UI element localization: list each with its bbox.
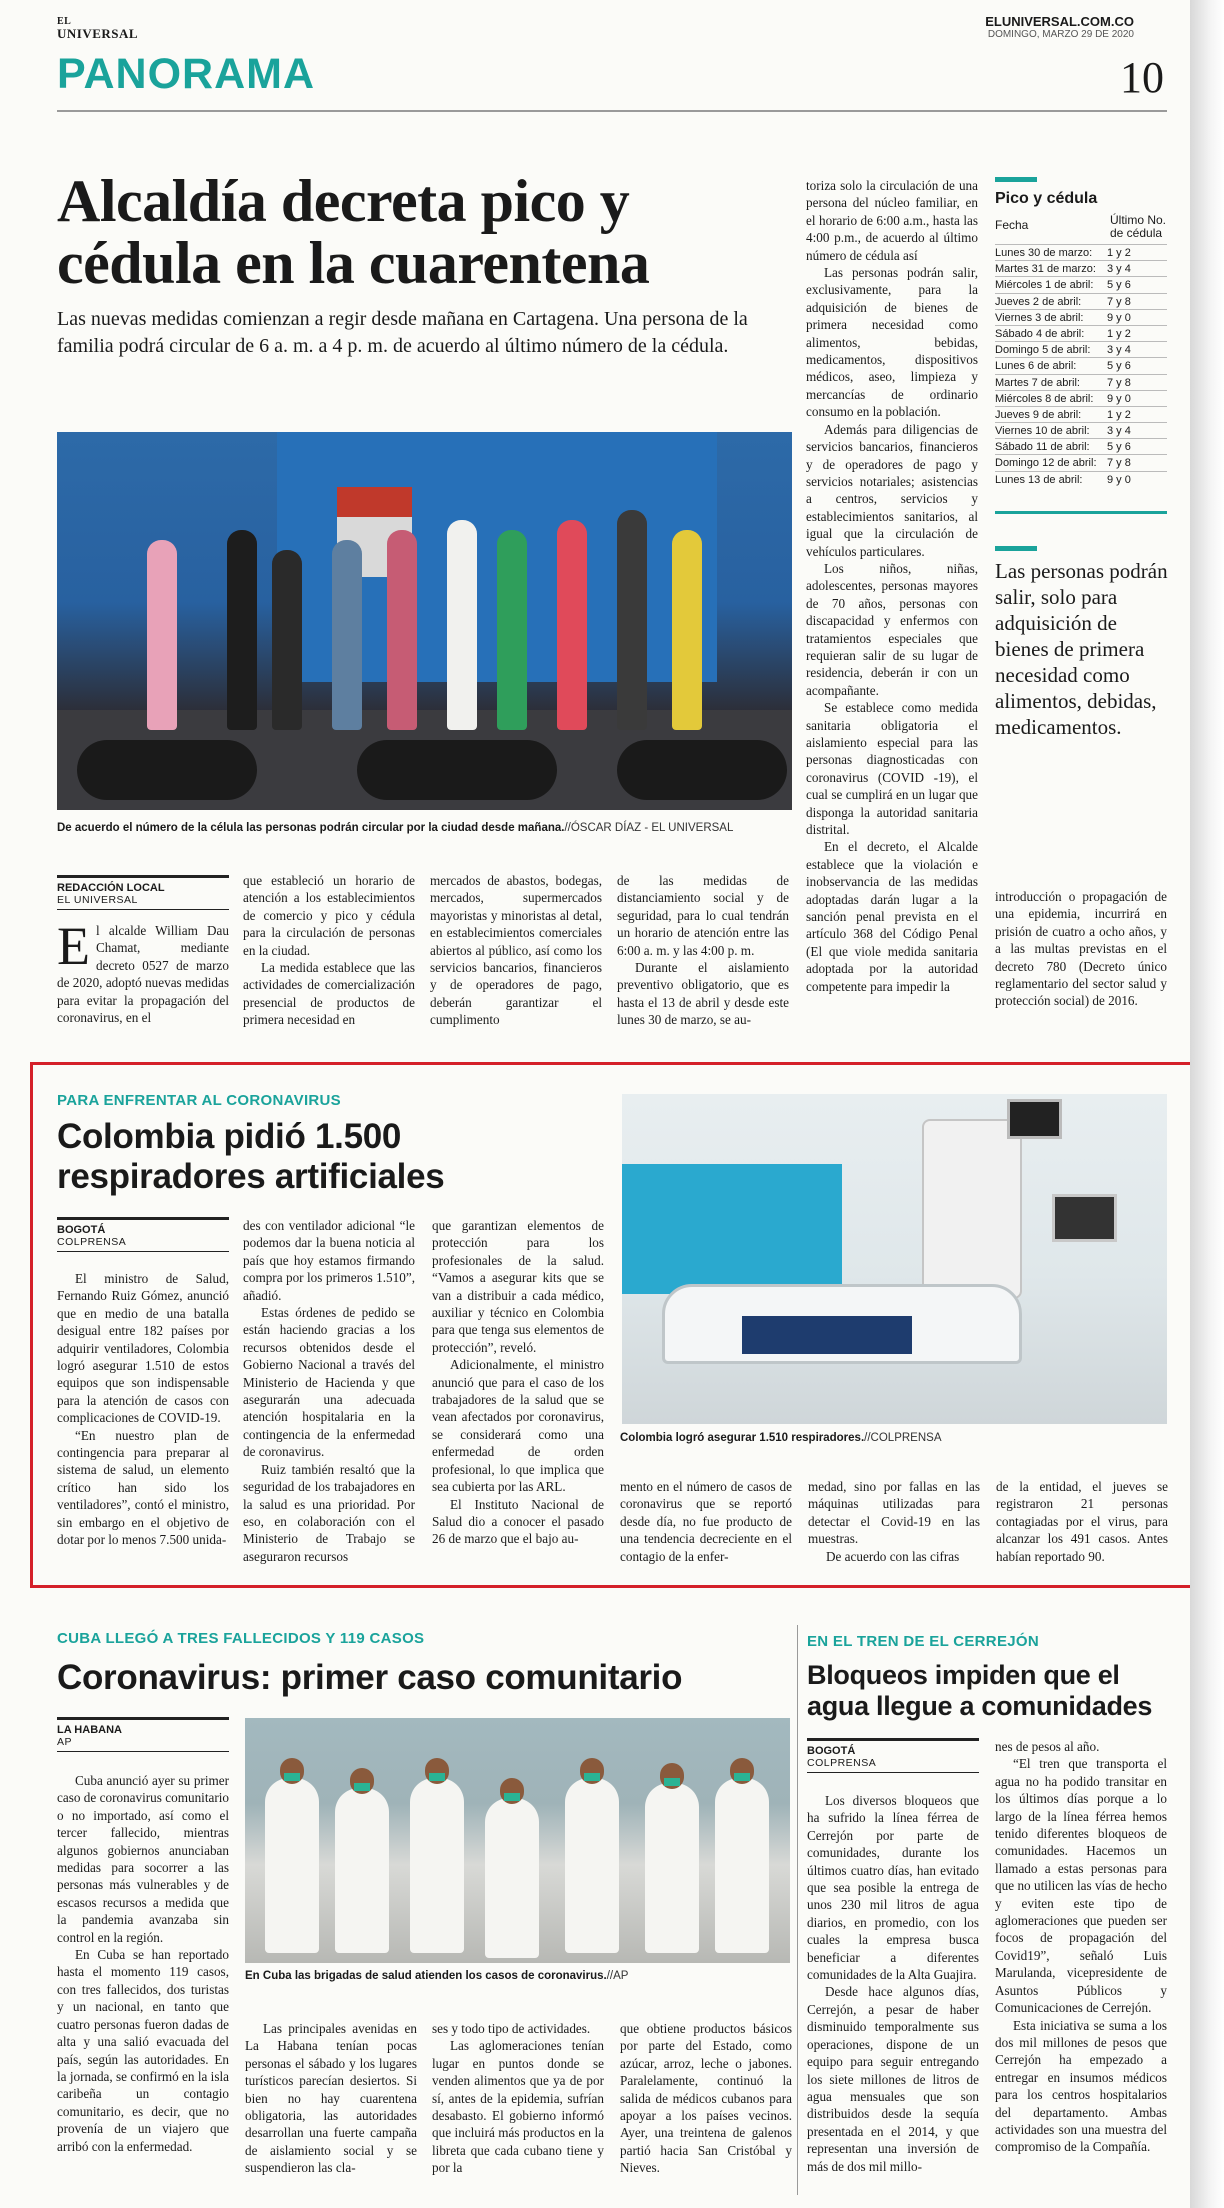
schedule-date: Lunes 30 de marzo: — [995, 247, 1093, 259]
schedule-row — [995, 244, 1167, 260]
photo-credit: //COLPRENSA — [864, 1432, 942, 1444]
paragraph: Las aglomeraciones tenían lugar en puntos donde se venden alimentos que ya de por sí, antes de la epidemia, sufrían desabasto. El gobierno informó que incluirá más productos en la libreta que cada cubano tiene y por la — [432, 2038, 604, 2176]
lead-col-1-text: l alcalde William Dau Chamat, mediante decreto 0527 de marzo de 2020, adoptó nuevas medidas para evitar la propagación del coronavirus, en el — [57, 923, 229, 1026]
schedule-date: Miércoles 1 de abril: — [995, 279, 1094, 292]
paragraph: Las principales avenidas en La Habana tenían pocas personas el sábado y los lugares turísticos parecían desiertos. Si bien no hay cuarentena obligatoria, las autoridades desarrollan una fuerte campaña de aislamiento social y se suspendieron las cla- — [245, 2021, 417, 2176]
schedule-digits: 9 y 0 — [1107, 473, 1131, 486]
cuba-col-2 — [245, 2020, 417, 2177]
header-rule — [57, 110, 1167, 112]
pull-quote: Las personas podrán salir, solo para adquisición de bienes de primera necesidad como alimentos, debidas, medicamentos. — [995, 559, 1168, 739]
lead-photo-caption — [57, 821, 792, 835]
box-col-3 — [432, 1217, 604, 1548]
schedule-date: Jueves 2 de abril: — [995, 295, 1082, 308]
schedule-digits: 3 y 4 — [1107, 344, 1131, 357]
logo-line-1: EL — [57, 16, 72, 27]
site-url[interactable]: ELUNIVERSAL.COM.CO — [985, 14, 1134, 29]
schedule-date: Martes 31 de marzo: — [995, 263, 1096, 276]
caption-text: De acuerdo el número de la célula las personas podrán circular por la ciudad desde mañana. — [57, 822, 565, 834]
schedule-date: Miércoles 8 de abril: — [995, 392, 1094, 405]
paragraph: de las medidas de distanciamiento social y de seguridad, para lo cual tendrán un horario de atención entre las 6:00 a. m. y las 4:00 p. m. — [617, 873, 789, 958]
box-byline — [57, 1217, 229, 1252]
paragraph: En el decreto, el Alcalde establece que la violación e inobservancia de las medidas adoptadas darán lugar a la sanción penal prevista en el artículo 368 del Código Penal (El que viole medida sanitaria adoptada por la autoridad competente para impedir la — [806, 839, 978, 994]
cuba-photo-caption — [245, 1969, 790, 1983]
paragraph: mento en el número de casos de coronavirus que se reportó desde día, no fue producto de una tendencia decreciente en el contagio de la enfer- — [620, 1479, 792, 1564]
box-headline: Colombia pidió 1.500 respiradores artificiales — [57, 1117, 445, 1196]
schedule-date: Viernes 3 de abril: — [995, 311, 1084, 324]
paragraph: Estas órdenes de pedido se están haciendo gracias a los recursos obtenidos desde el Gobierno Nacional a través del Ministerio de Hacienda y que asegurarán una adecuada atención hospitalaria en la contingencia de la enfermedad de coronavirus. — [243, 1305, 415, 1460]
cerrejon-col-1 — [807, 1792, 979, 2175]
schedule-date: Sábado 4 de abril: — [995, 327, 1085, 340]
schedule-digits: 9 y 0 — [1107, 392, 1131, 405]
byline-outlet: COLPRENSA — [807, 1757, 979, 1773]
cuba-col-4 — [620, 2020, 792, 2177]
schedule-row — [995, 309, 1167, 325]
cerrejon-byline — [807, 1738, 979, 1773]
page-number: 10 — [1120, 53, 1164, 102]
caption-text: En Cuba las brigadas de salud atienden los casos de coronavirus. — [245, 1970, 607, 1982]
schedule-row — [995, 357, 1167, 373]
byline-author: BOGOTÁ — [57, 1217, 229, 1236]
schedule-digits: 7 y 8 — [1107, 376, 1131, 389]
lead-col-5 — [806, 177, 978, 995]
lead-photo — [57, 432, 792, 810]
quote-accent — [995, 546, 1037, 551]
paragraph: ses y todo tipo de actividades. — [432, 2021, 591, 2036]
schedule-row — [995, 390, 1167, 406]
box-col-6 — [996, 1478, 1168, 1565]
cerrejon-kicker: EN EL TREN DE EL CERREJÓN — [807, 1633, 1039, 1650]
box-col-5 — [808, 1478, 980, 1565]
schedule-row — [995, 276, 1167, 292]
lead-col-1 — [57, 916, 229, 1026]
paragraph: “En nuestro plan de contingencia para preparar al sistema de salud, un elemento crítico han sido los ventiladores”, contó el ministro, sin embargo en el objetivo de dotar por lo menos 7.500 unida- — [57, 1427, 229, 1548]
paragraph: que obtiene productos básicos por parte del Estado, como azúcar, arroz, leche o jabones. Paralelamente, continuó la salida de médicos cubanos para apoyar a los países vecinos. Ayer, una treintena de galenos partió hacia San Cristóbal y Nieves. — [620, 2021, 792, 2176]
schedule-digits: 1 y 2 — [1107, 408, 1131, 421]
cuba-doctors-photo — [245, 1718, 790, 1963]
paragraph: Esta iniciativa se suma a los dos mil millones de pesos que Cerrejón ha empezado a entregar en insumos médicos para los centros hospitalarios del departamento. Ambas actividades son una muestra del compromiso de la Compañía. — [995, 2017, 1167, 2155]
byline-author: LA HABANA — [57, 1717, 229, 1736]
schedule-digits: 7 y 8 — [1107, 295, 1131, 308]
box-kicker: PARA ENFRENTAR AL CORONAVIRUS — [57, 1092, 341, 1109]
schedule-row — [995, 406, 1167, 422]
sidebar-accent — [995, 177, 1037, 182]
edition-date: DOMINGO, MARZO 29 DE 2020 — [987, 29, 1134, 40]
lead-col-4 — [617, 872, 789, 1029]
lead-col-3 — [430, 872, 602, 1029]
paragraph: El Instituto Nacional de Salud dio a conocer el pasado 26 de marzo que el bajo au- — [432, 1496, 604, 1547]
box-col-4 — [620, 1478, 792, 1565]
byline-author: REDACCIÓN LOCAL — [57, 875, 229, 894]
schedule-row — [995, 293, 1167, 309]
paragraph: Desde hace algunos días, Cerrejón, a pesar de haber disminuido temporalmente sus operaciones, dispone de un equipo para seguir entregando los siete millones de litros de agua mensuales que son distribuidos desde la sequía presentada en el 2014, y que representan una inversión de más de dos mil millo- — [807, 1984, 979, 2174]
byline-outlet: AP — [57, 1736, 229, 1752]
paragraph: de la entidad, el jueves se registraron 21 personas contagiadas por el virus, para alcanzar los 491 casos. Antes habían reportado 90. — [996, 1479, 1168, 1564]
schedule-row — [995, 438, 1167, 454]
box-col-2 — [243, 1217, 415, 1565]
sidebar-title: Pico y cédula — [995, 190, 1098, 207]
paragraph: “El tren que transporta el agua no ha podido transitar en los últimos días porque a lo largo de la línea férrea hemos tenido diferentes bloqueos de comunidades. Hacemos un llamado a estas personas para que no utilicen las vías de hecho y eviten este tipo de aglomeraciones que pueden ser focos de propagación del Covid19”, señaló Luis Marulanda, vicepresidente de Asuntos Públicos y Comunicaciones de Cerrejón. — [995, 1756, 1167, 2016]
schedule-table — [995, 244, 1167, 487]
paragraph: Cuba anunció ayer su primer caso de coronavirus comunitario o no importado, así como el tercer fallecido, mientras algunos gobiernos anunciaban medidas para socorrer a las personas más vulnerables y de escasos recursos a medida que la pandemia avanzaba sin control en la región. — [57, 1773, 229, 1945]
schedule-row — [995, 471, 1167, 487]
cuba-byline — [57, 1717, 229, 1752]
paragraph: La medida establece que las actividades de comercialización presencial de productos de primera necesidad en — [243, 960, 415, 1028]
sidebar-col-date: Fecha — [995, 218, 1029, 232]
schedule-digits: 3 y 4 — [1107, 263, 1131, 276]
schedule-digits: 1 y 2 — [1107, 327, 1131, 340]
paragraph: Además para diligencias de servicios bancarios, financieros y de operadores de pago y servicios notariales; asistencias a centros, servicios y establecimientos sanitarios, al igual que la circulación de vehículos particulares. — [806, 421, 978, 559]
lead-col-2 — [243, 872, 415, 1029]
schedule-row — [995, 422, 1167, 438]
schedule-date: Domingo 12 de abril: — [995, 457, 1097, 470]
schedule-date: Jueves 9 de abril: — [995, 408, 1082, 421]
schedule-date: Sábado 11 de abril: — [995, 441, 1090, 454]
paragraph: El ministro de Salud, Fernando Ruiz Gómez, anunció que en medio de una batalla desigual entre 182 países por adquirir ventiladores, Colombia logró asegurar 1.510 de estos equipos que son indispensable para la atención de casos con complicaciones de COVID-19. — [57, 1271, 229, 1426]
schedule-digits: 9 y 0 — [1107, 311, 1131, 324]
paragraph: Los niños, niñas, adolescentes, personas mayores de 70 años, personas con discapacidad y enfermos con tratamientos especiales que requieran salir de su lugar de residencia, deberán ir con un acompañante. — [806, 560, 978, 698]
column-divider — [797, 1625, 798, 2195]
site-info — [985, 14, 1134, 40]
box-photo-caption — [620, 1431, 1165, 1445]
schedule-date: Domingo 5 de abril: — [995, 344, 1091, 357]
schedule-digits: 1 y 2 — [1107, 247, 1131, 259]
drop-cap: E — [57, 916, 90, 976]
schedule-digits: 3 y 4 — [1107, 425, 1131, 438]
logo-line-2: UNIVERSAL — [57, 26, 139, 41]
lead-headline: Alcaldía decreta pico y cédula en la cuarentena — [57, 168, 650, 296]
schedule-row — [995, 454, 1167, 470]
paragraph: des con ventilador adicional “le podemos dar la buena noticia al país que hoy estamos firmando compra por los primeros 1.510”, añadió. — [243, 1218, 415, 1303]
byline-outlet: EL UNIVERSAL — [57, 894, 229, 910]
paragraph: Los diversos bloqueos que ha sufrido la línea férrea de Cerrejón por parte de comunidades, durante los últimos cuatro días, han evitado que sea posible la entrega de unos 230 mil litros de agua diarios, en promedio, con los cuales la empresa busca beneficiar a diferentes comunidades de la Alta Guajira. — [807, 1793, 979, 1983]
paragraph: que garantizan elementos de protección para los profesionales de la salud. “Vamos a asegurar kits que se van a distribuir a cada médico, auxiliar y técnico en Colombia para que tenga sus elementos de protección”, reveló. — [432, 1218, 604, 1355]
schedule-date: Lunes 6 de abril: — [995, 360, 1077, 373]
caption-text: Colombia logró asegurar 1.510 respiradores. — [620, 1432, 865, 1444]
lead-col-6 — [995, 888, 1167, 1010]
schedule-digits: 7 y 8 — [1107, 457, 1131, 470]
lead-deck: Las nuevas medidas comienzan a regir desde mañana en Cartagena. Una persona de la familia podrá circular de 6 a. m. a 4 p. m. de acuerdo al último número de la cédula. — [57, 308, 748, 357]
cuba-col-3 — [432, 2020, 604, 2177]
cuba-headline: Coronavirus: primer caso comunitario — [57, 1658, 683, 1697]
box-col-1 — [57, 1270, 229, 1549]
schedule-digits: 5 y 6 — [1107, 279, 1131, 292]
schedule-row — [995, 325, 1167, 341]
ventilator-photo — [622, 1094, 1167, 1424]
paragraph: nes de pesos al año. — [995, 1739, 1100, 1754]
newspaper-logo — [57, 16, 138, 40]
schedule-row — [995, 374, 1167, 390]
paragraph: introducción o propagación de una epidemia, incurrirá en prisión de cuatro a ocho años, y a las multas previstas en el decreto 780 (Decreto único reglamentario del sector salud y protección social) de 2016. — [995, 889, 1167, 1009]
paragraph: Se establece como medida sanitaria obligatoria el aislamiento especial para las personas diagnosticadas con coronavirus (COVID -19), el cual se cumplirá en un lugar que disponga la autoridad sanitaria distrital. — [806, 700, 978, 838]
cerrejon-headline: Bloqueos impiden que el agua llegue a comunidades — [807, 1660, 1153, 1721]
sidebar-rule — [995, 511, 1167, 514]
photo-credit: //AP — [606, 1970, 629, 1982]
schedule-date: Martes 7 de abril: — [995, 376, 1080, 389]
sidebar-col-number: Último No. de cédula — [1110, 213, 1167, 240]
schedule-digits: 5 y 6 — [1107, 360, 1131, 373]
paragraph: En Cuba se han reportado hasta el momento 119 casos, con tres fallecidos, dos turistas y un nacional, en tanto que cuatro personas fueron dadas de alta y una salió evacuada del país, según las autoridades. En la jornada, se confirmó en la isla caribeña un contagio comunitario, es decir, que no provenía de un viajero que arribó con la enfermedad. — [57, 1947, 229, 2154]
paragraph: De acuerdo con las cifras — [826, 1548, 960, 1564]
paragraph: toriza solo la circulación de una persona del núcleo familiar, en el horario de 6:00 a.m., hasta las 4:00 p.m., de acuerdo al último número de cédula así — [806, 178, 978, 263]
schedule-date: Lunes 13 de abril: — [995, 473, 1083, 486]
cerrejon-col-2 — [995, 1738, 1167, 2156]
paragraph: que estableció un horario de atención a los establecimientos de comercio y pico y cédula para la circulación de personas en la ciudad. — [243, 873, 415, 958]
cuba-col-1 — [57, 1772, 229, 2155]
schedule-digits: 5 y 6 — [1107, 441, 1131, 454]
photo-credit: //ÓSCAR DÍAZ - EL UNIVERSAL — [564, 822, 734, 834]
paragraph: mercados de abastos, bodegas, mercados, supermercados mayoristas y minoristas al detal, en establecimientos comerciales abiertos al público, así como los servicios bancarios, financieros y de operadores de pago, deberán garantizar el cumplimento — [430, 873, 602, 1028]
schedule-row — [995, 260, 1167, 276]
schedule-row — [995, 341, 1167, 357]
paragraph: Las personas podrán salir, exclusivamente, para la adquisición de bienes de primera necesidad como alimentos, bebidas, medicamentos, dispositivos médicos, aseo, limpieza y mercancías de ordinario consumo en la población. — [806, 265, 978, 420]
paragraph: medad, sino por fallas en las máquinas utilizadas para detectar el Covid-19 en las muestras. — [808, 1479, 980, 1547]
byline-author: BOGOTÁ — [807, 1738, 979, 1757]
cuba-kicker: CUBA LLEGÓ A TRES FALLECIDOS Y 119 CASOS — [57, 1630, 425, 1647]
page-edge-shadow — [1190, 0, 1224, 2208]
paragraph: Ruiz también resaltó que la seguridad de los trabajadores en la salud es una prioridad. Por eso, en colaboración con el Ministerio de Trabajo se aseguraron recursos — [243, 1461, 415, 1564]
schedule-date: Viernes 10 de abril: — [995, 425, 1090, 438]
paragraph: Adicionalmente, el ministro anunció que para el caso de los trabajadores de la salud que se vean afectados por coronavirus, se considerará como una enfermedad de orden profesional, lo que implica que sea cubierta por las ARL. — [432, 1357, 604, 1495]
byline-outlet: COLPRENSA — [57, 1236, 229, 1252]
paragraph: Durante el aislamiento preventivo obligatorio, que es hasta el 13 de abril y desde este lunes 30 de marzo, se au- — [617, 960, 789, 1028]
section-title: PANORAMA — [57, 50, 316, 98]
lead-byline — [57, 875, 229, 910]
